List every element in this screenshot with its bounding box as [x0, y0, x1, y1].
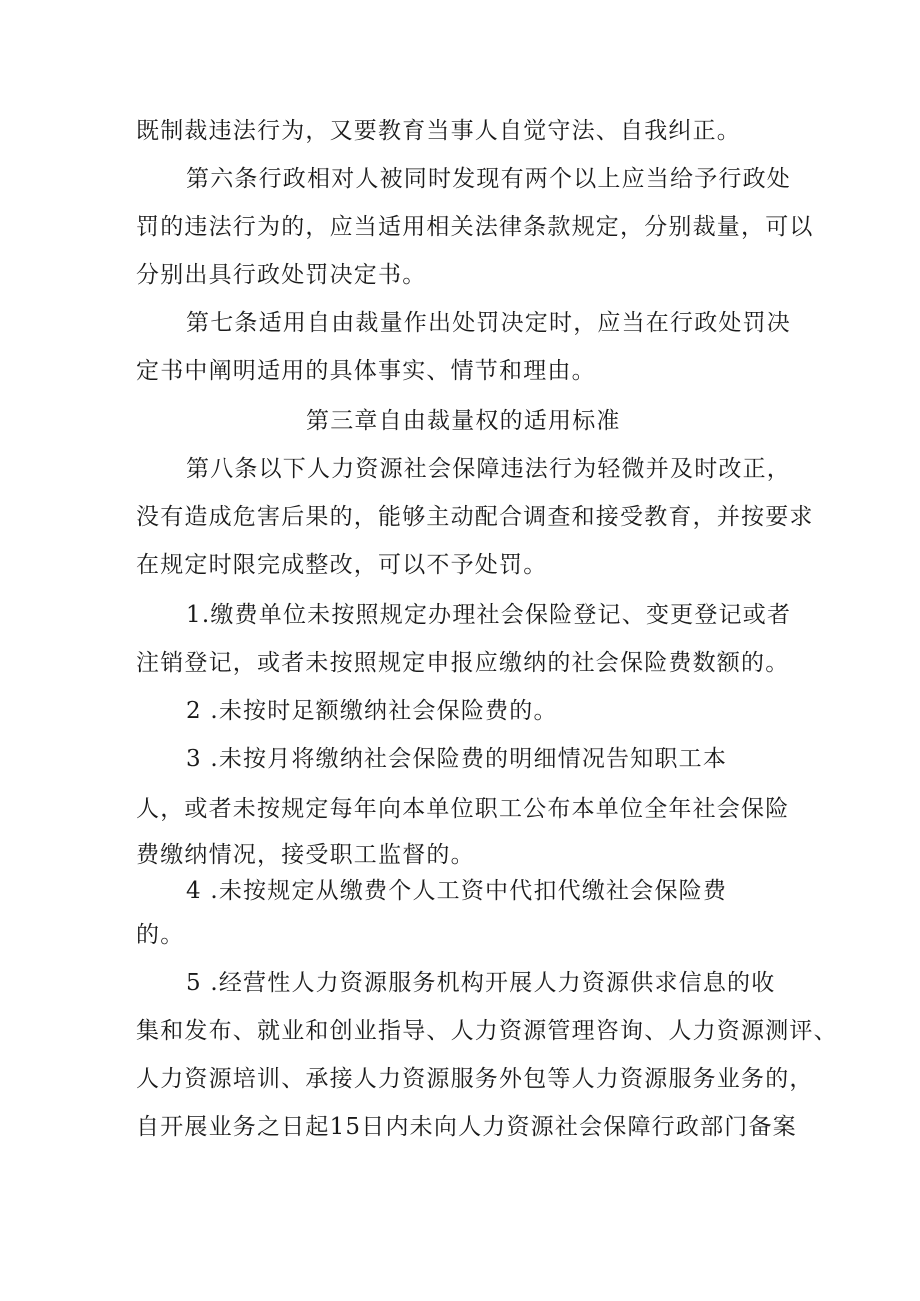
text-line: 集和发布、就业和创业指导、人力资源管理咨询、人力资源测评、 [136, 1018, 838, 1044]
list-item-1-line: 1.缴费单位未按照规定办理社会保险登记、变更登记或者 [186, 602, 792, 628]
text-line: 没有造成危害后果的，能够主动配合调查和接受教育，并按要求 [136, 504, 814, 530]
text-line: 的。 [136, 922, 185, 948]
text-line: 在规定时限完成整改，可以不予处罚。 [136, 552, 548, 578]
text-line: 人，或者未按规定每年向本单位职工公布本单位全年社会保险 [136, 796, 790, 822]
text-line: 自开展业务之日起15日内未向人力资源社会保障行政部门备案 [136, 1114, 797, 1140]
list-item-2-line: 2 .未按时足额缴纳社会保险费的。 [186, 698, 558, 724]
text-line: 人力资源培训、承接人力资源服务外包等人力资源服务业务的， [136, 1066, 814, 1092]
article-8-heading-line: 第八条以下人力资源社会保障违法行为轻微并及时改正， [186, 456, 791, 482]
list-item-5-line: 5 .经营性人力资源服务机构开展人力资源供求信息的收 [186, 970, 776, 996]
text-line: 罚的违法行为的，应当适用相关法律条款规定，分别裁量，可以 [136, 214, 814, 240]
article-6-heading-line: 第六条行政相对人被同时发现有两个以上应当给予行政处 [186, 166, 791, 192]
list-item-3-line: 3 .未按月将缴纳社会保险费的明细情况告知职工本 [186, 746, 728, 772]
list-item-4-line: 4 .未按规定从缴费个人工资中代扣代缴社会保险费 [186, 878, 728, 904]
article-7-heading-line: 第七条适用自由裁量作出处罚决定时，应当在行政处罚决 [186, 310, 791, 336]
text-line: 定书中阐明适用的具体事实、情节和理由。 [136, 358, 596, 384]
text-line: 费缴纳情况，接受职工监督的。 [136, 842, 475, 868]
text-line: 注销登记，或者未按照规定申报应缴纳的社会保险费数额的。 [136, 650, 790, 676]
text-line: 既制裁违法行为，又要教育当事人自觉守法、自我纠正。 [136, 118, 741, 144]
chapter-3-title: 第三章自由裁量权的适用标准 [306, 408, 621, 434]
text-line: 分别出具行政处罚决定书。 [136, 262, 427, 288]
